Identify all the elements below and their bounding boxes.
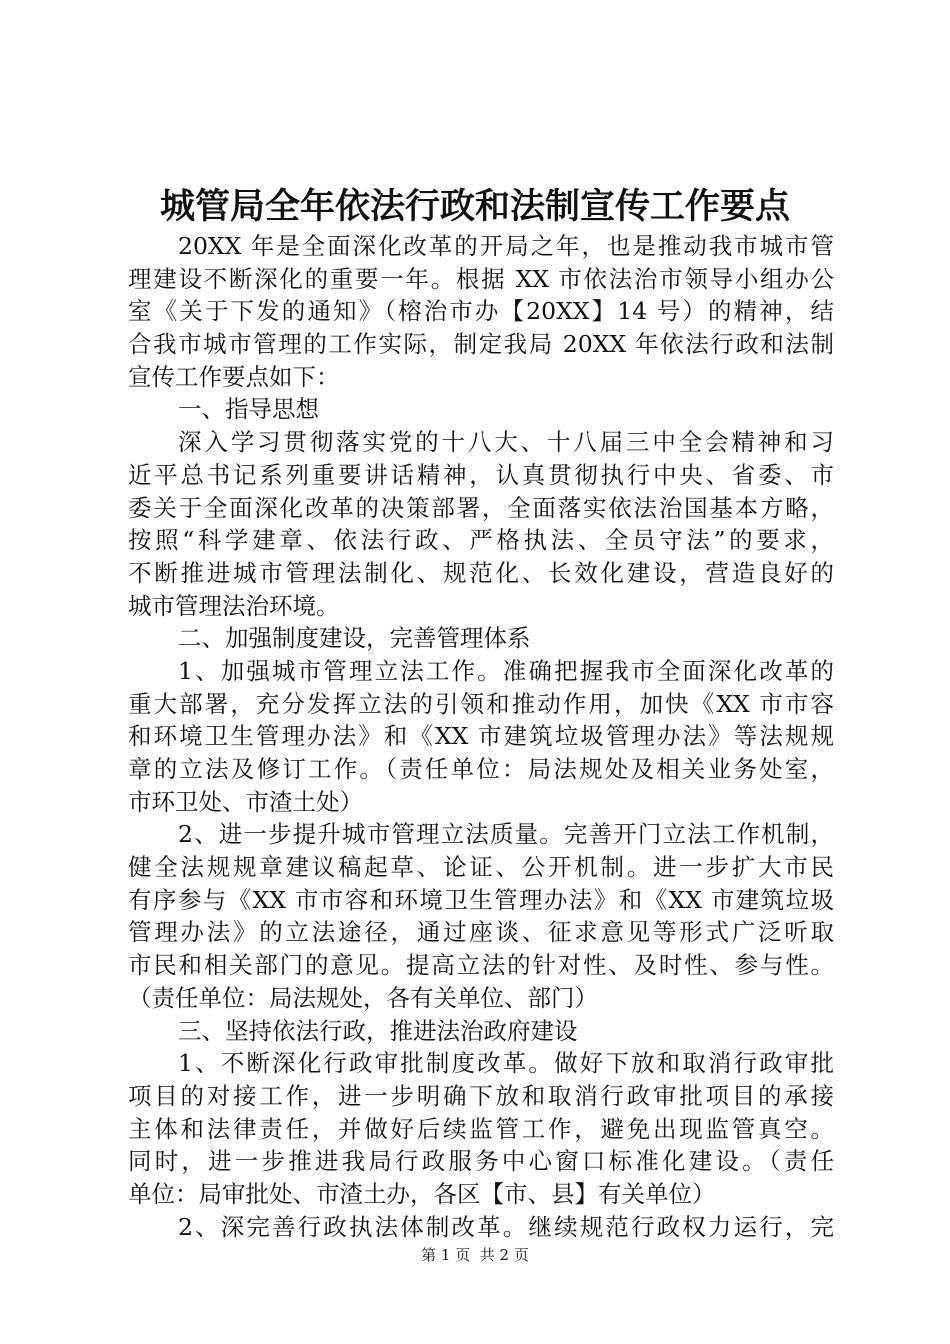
text-line: 一、指导思想	[178, 395, 319, 424]
text-line: 城市管理法治环境。	[128, 591, 340, 620]
text-line: 和环境卫生管理办法》和《XX 市建筑垃圾管理办法》等法规规	[128, 722, 834, 751]
text-line: 章的立法及修订工作。（责任单位：局法规处及相关业务处室，	[128, 755, 834, 783]
text-line: 1、加强城市管理立法工作。准确把握我市全面深化改革的	[178, 656, 834, 685]
text-line: 近平总书记系列重要讲话精神，认真贯彻执行中央、省委、市	[128, 460, 834, 489]
text-line: 不断推进城市管理法制化、规范化、长效化建设，营造良好的	[128, 558, 834, 587]
text-line: 委关于全面深化改革的决策部署，全面落实依法治国基本方略，	[128, 493, 834, 522]
page-footer: 第 1 页 共 2 页	[421, 1246, 529, 1264]
text-line: 按照“科学建章、依法行政、严格执法、全员守法”的要求，	[128, 526, 834, 555]
text-line: 2、深完善行政执法体制改革。继续规范行政权力运行，完	[178, 1212, 834, 1241]
text-line: 主体和法律责任，并做好后续监管工作，避免出现监管真空。	[128, 1114, 834, 1143]
text-line: 室《关于下发的通知》（榕治市办【20XX】14 号）的精神，结	[128, 297, 834, 326]
text-line: 三、坚持依法行政，推进法治政府建设	[178, 1016, 578, 1045]
text-line: （责任单位：局法规处，各有关单位、部门）	[128, 983, 598, 1012]
text-line: 健全法规规章建议稿起草、论证、公开机制。进一步扩大市民	[128, 853, 834, 882]
text-line: 管理办法》的立法途径，通过座谈、征求意见等形式广泛听取	[128, 918, 834, 947]
text-line: 2、进一步提升城市管理立法质量。完善开门立法工作机制，	[178, 820, 834, 849]
text-line: 单位：局审批处、市渣土办，各区【市、县】有关单位）	[128, 1179, 716, 1208]
text-line: 宣传工作要点如下：	[128, 362, 340, 391]
text-line: 深入学习贯彻落实党的十八大、十八届三中全会精神和习	[178, 428, 834, 457]
text-line: 重大部署，充分发挥立法的引领和推动作用，加快《XX 市市容	[128, 689, 834, 718]
document-body	[128, 230, 834, 1243]
text-line: 二、加强制度建设，完善管理体系	[178, 624, 531, 653]
text-line: 市环卫处、市渣土处）	[128, 787, 363, 816]
text-line: 市民和相关部门的意见。提高立法的针对性、及时性、参与性。	[128, 951, 834, 980]
page-title: 城管局全年依法行政和法制宣传工作要点	[159, 187, 790, 227]
text-line: 理建设不断深化的重要一年。根据 XX 市依法治市领导小组办公	[128, 264, 834, 293]
text-line: 同时，进一步推进我局行政服务中心窗口标准化建设。（责任	[128, 1147, 834, 1176]
text-line: 合我市城市管理的工作实际，制定我局 20XX 年依法行政和法制	[128, 330, 834, 359]
text-line: 有序参与《XX 市市容和环境卫生管理办法》和《XX 市建筑垃圾	[128, 885, 834, 914]
text-line: 1、不断深化行政审批制度改革。做好下放和取消行政审批	[178, 1049, 834, 1078]
text-line: 项目的对接工作，进一步明确下放和取消行政审批项目的承接	[128, 1081, 834, 1110]
text-line: 20XX 年是全面深化改革的开局之年，也是推动我市城市管	[178, 232, 834, 260]
